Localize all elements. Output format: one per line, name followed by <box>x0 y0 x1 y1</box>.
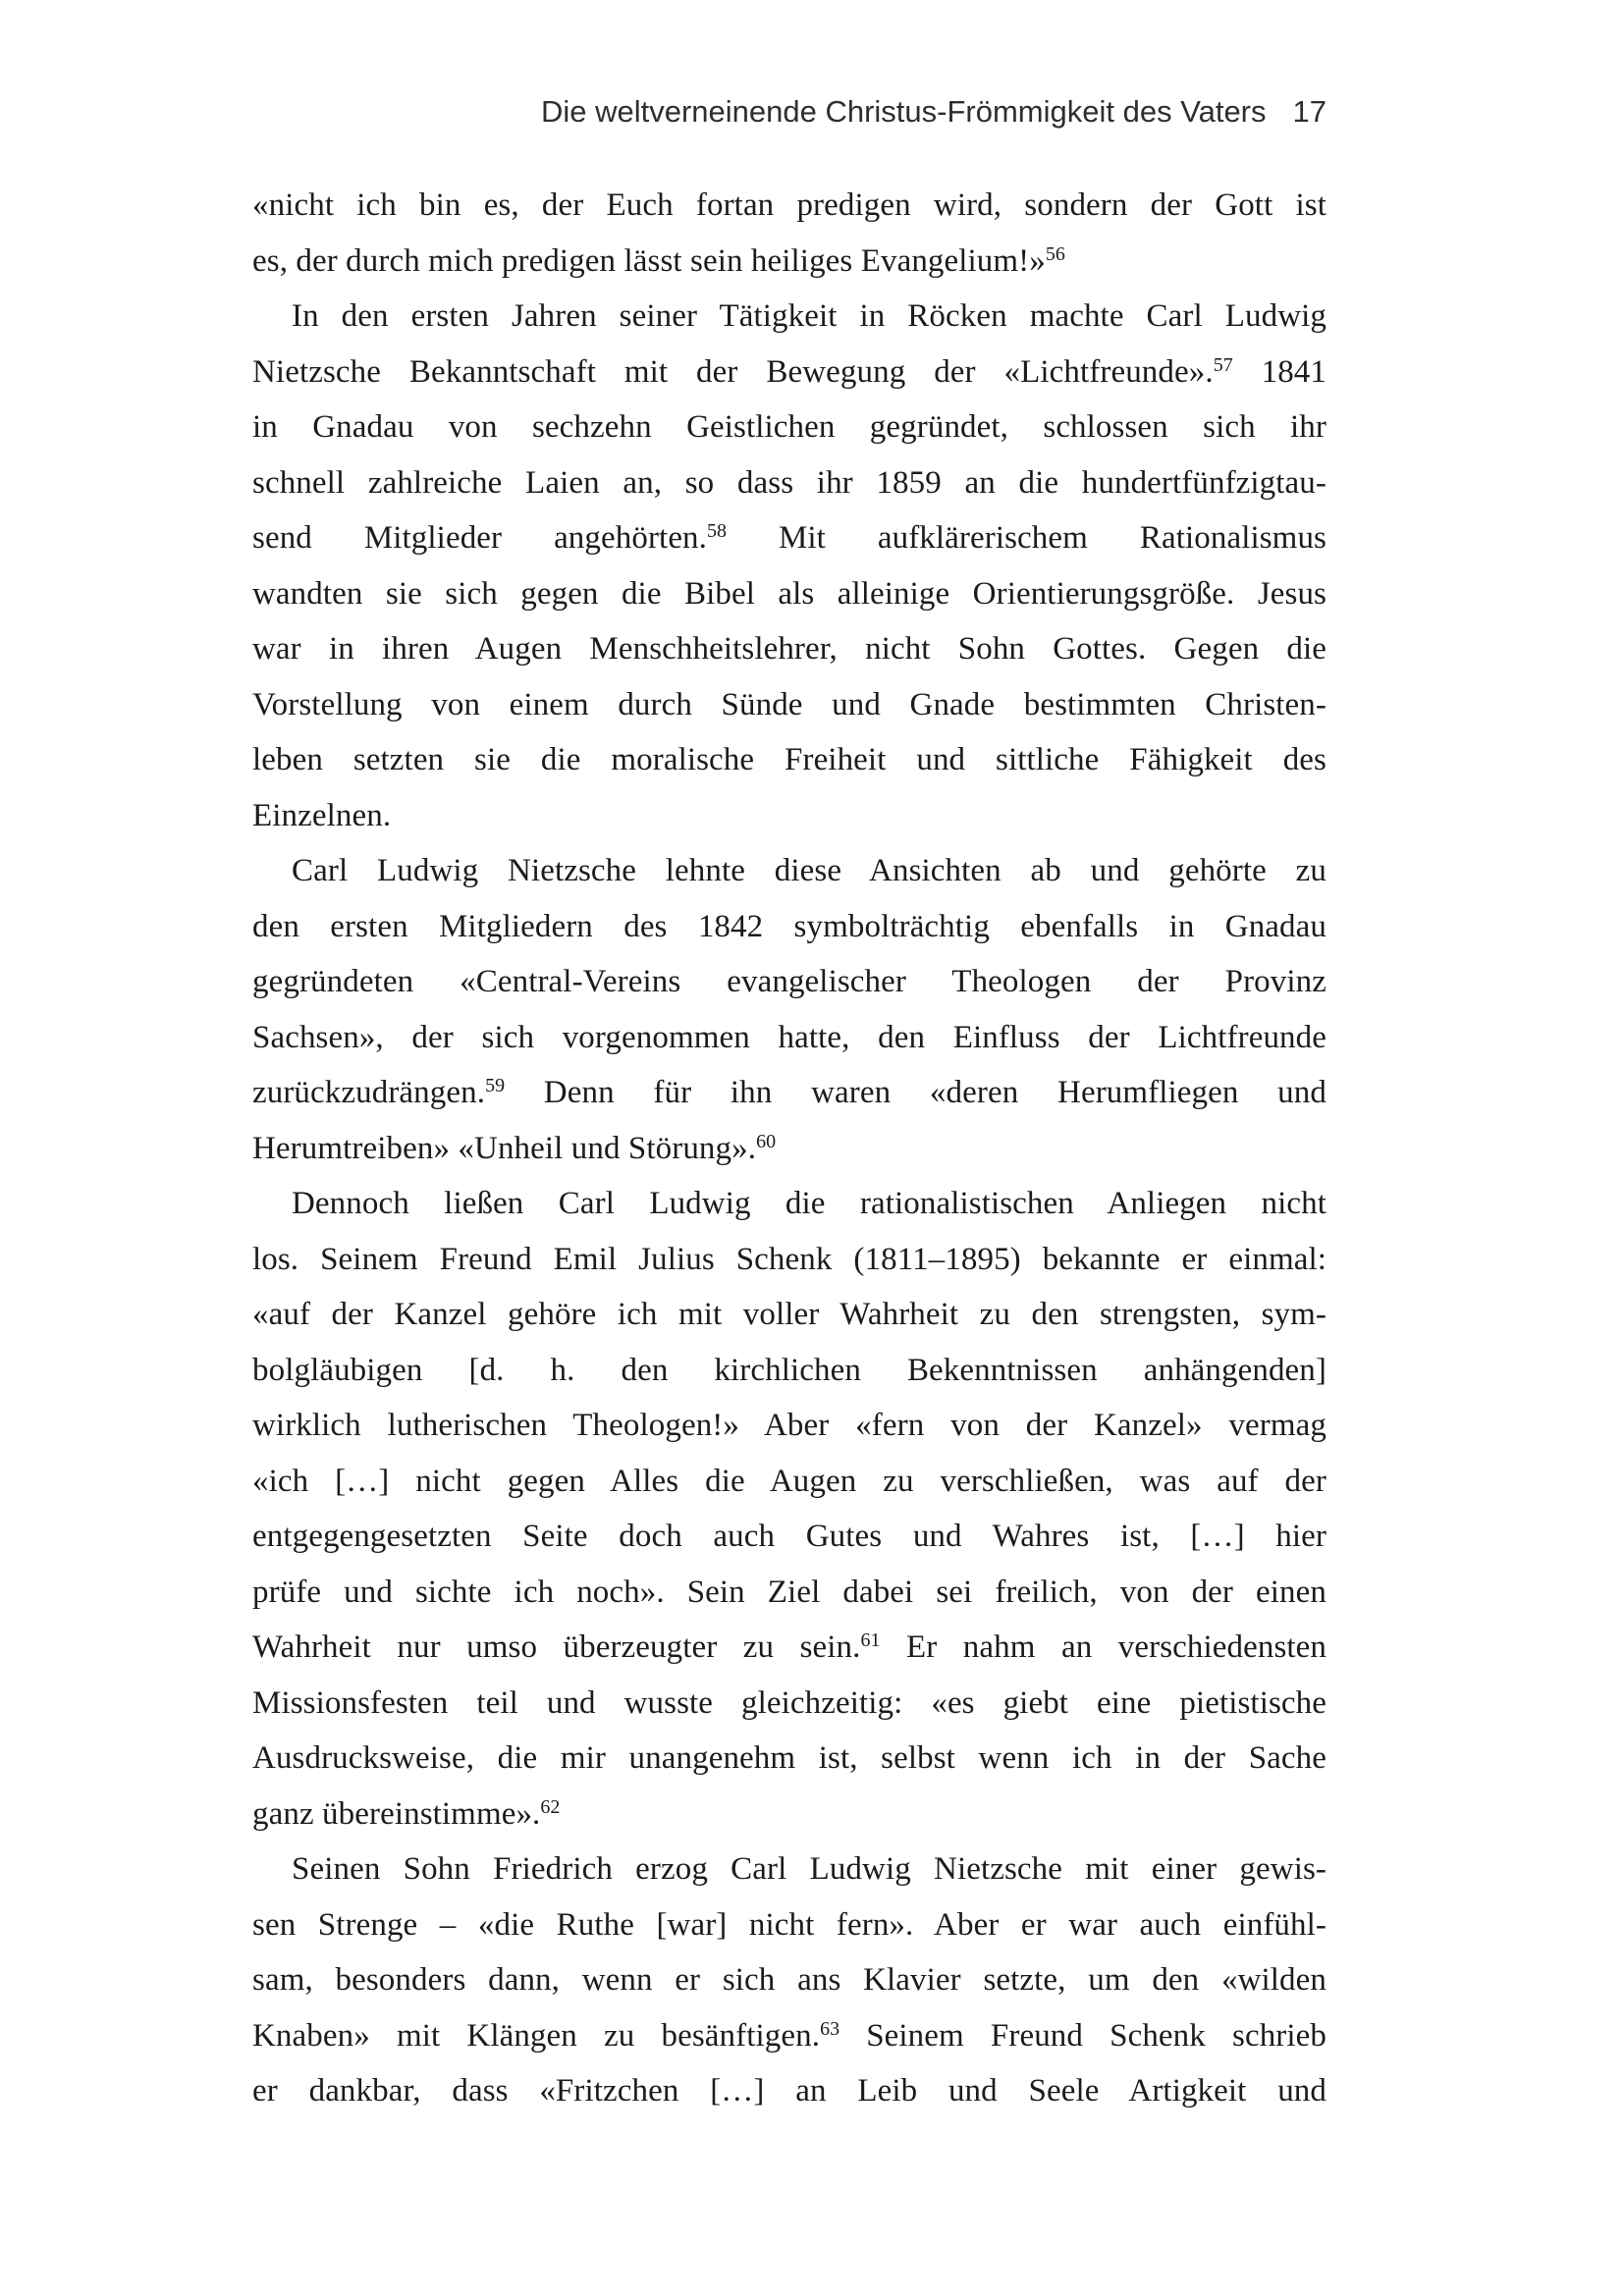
text-line: send Mitglieder angehörten.$^{58}$ Mit aufklärerischem Rationalismus <box>252 520 1326 556</box>
text-line: Missionsfesten teil und wusste gleichzeitig: «es giebt eine pietistische <box>252 1684 1326 1721</box>
text-line: den ersten Mitgliedern des 1842 symbolträchtig ebenfalls in Gnadau <box>252 908 1326 944</box>
footnote-ref: 60 <box>756 1130 777 1152</box>
text-line: prüfe und sichte ich noch». Sein Ziel dabei sei freilich, von der einen <box>252 1574 1326 1610</box>
text-line: entgegengesetzten Seite doch auch Gutes und Wahres ist, […] hier <box>252 1519 1326 1554</box>
running-header <box>252 94 1326 130</box>
page-number: 17 <box>1292 94 1326 129</box>
text-line: sam, besonders dann, wenn er sich ans Klavier setzte, um den «wilden <box>252 1962 1326 1998</box>
text-line: In den ersten Jahren seiner Tätigkeit in Röcken machte Carl Ludwig <box>292 298 1326 334</box>
text-line: «nicht ich bin es, der Euch fortan predigen wird, sondern der Gott ist <box>252 187 1326 223</box>
footnote-ref: 59 <box>485 1075 506 1096</box>
text-line: er dankbar, dass «Fritzchen […] an Leib und Seele Artigkeit und <box>252 2073 1326 2109</box>
paragraph <box>252 178 1326 289</box>
paragraph <box>252 289 1326 843</box>
running-header-title: Die weltverneinende Christus-Frömmigkeit des Vaters <box>540 94 1267 129</box>
paragraph <box>252 1842 1326 2119</box>
text-line: wirklich lutherischen Theologen!» Aber «fern von der Kanzel» vermag <box>252 1408 1326 1443</box>
text-line: «auf der Kanzel gehöre ich mit voller Wahrheit zu den strengsten, sym- <box>252 1297 1326 1332</box>
text-line: wandten sie sich gegen die Bibel als alleinige Orientierungsgröße. Jesus <box>252 575 1326 612</box>
paragraph <box>252 1176 1326 1842</box>
text-line: war in ihren Augen Menschheitslehrer, nicht Sohn Gottes. Gegen die <box>252 631 1326 667</box>
text-line: es, der durch mich predigen lässt sein heiliges Evangelium!»$^{56}$ <box>252 242 1065 279</box>
text-line: Seinen Sohn Friedrich erzog Carl Ludwig Nietzsche mit einer gewis- <box>292 1851 1326 1887</box>
text-line: Herumtreiben» «Unheil und Störung».$^{60}$ <box>252 1130 777 1166</box>
text-line: Ausdrucksweise, die mir unangenehm ist, selbst wenn ich in der Sache <box>252 1740 1326 1776</box>
text-line: los. Seinem Freund Emil Julius Schenk (1811–1895) bekannte er einmal: <box>252 1241 1326 1277</box>
text-line: Knaben» mit Klängen zu besänftigen.$^{63}$ Seinem Freund Schenk schrieb <box>252 2017 1326 2054</box>
text-line: leben setzten sie die moralische Freiheit und sittliche Fähigkeit des <box>252 742 1326 777</box>
text-line: Einzelnen. <box>252 797 392 833</box>
paragraph <box>252 843 1326 1176</box>
text-line: Nietzsche Bekanntschaft mit der Bewegung der «Lichtfreunde».$^{57}$ 1841 <box>252 353 1326 390</box>
text-line: zurückzudrängen.$^{59}$ Denn für ihn waren «deren Herumfliegen und <box>252 1075 1326 1110</box>
text-line: Vorstellung von einem durch Sünde und Gnade bestimmten Christen- <box>252 686 1326 722</box>
text-line: «ich […] nicht gegen Alles die Augen zu verschließen, was auf der <box>252 1463 1326 1499</box>
footnote-ref: 58 <box>707 520 728 542</box>
text-line: ganz übereinstimme».$^{62}$ <box>252 1795 561 1832</box>
footnote-ref: 57 <box>1213 353 1233 376</box>
footnote-ref: 61 <box>860 1629 881 1651</box>
footnote-ref: 56 <box>1045 242 1065 265</box>
text-line: in Gnadau von sechzehn Geistlichen gegründet, schlossen sich ihr <box>252 409 1326 445</box>
text-line: sen Strenge – «die Ruthe [war] nicht fern». Aber er war auch einfühl- <box>252 1906 1326 1943</box>
text-line: Carl Ludwig Nietzsche lehnte diese Ansichten ab und gehörte zu <box>292 853 1326 888</box>
text-line: gegründeten «Central-Vereins evangelischer Theologen der Provinz <box>252 964 1326 999</box>
text-line: schnell zahlreiche Laien an, so dass ihr 1859 an die hundertfünfzigtau- <box>252 464 1326 501</box>
text-line: Sachsen», der sich vorgenommen hatte, den Einfluss der Lichtfreunde <box>252 1019 1326 1055</box>
text-block <box>252 178 1326 2119</box>
text-line: Wahrheit nur umso überzeugter zu sein.$^{61}$ Er nahm an verschiedensten <box>252 1629 1327 1665</box>
text-line: bolgläubigen [d. h. den kirchlichen Bekenntnissen anhängenden] <box>252 1352 1326 1388</box>
footnote-ref: 63 <box>820 2017 840 2040</box>
footnote-ref: 62 <box>540 1795 561 1818</box>
text-line: Dennoch ließen Carl Ludwig die rationalistischen Anliegen nicht <box>292 1186 1326 1221</box>
